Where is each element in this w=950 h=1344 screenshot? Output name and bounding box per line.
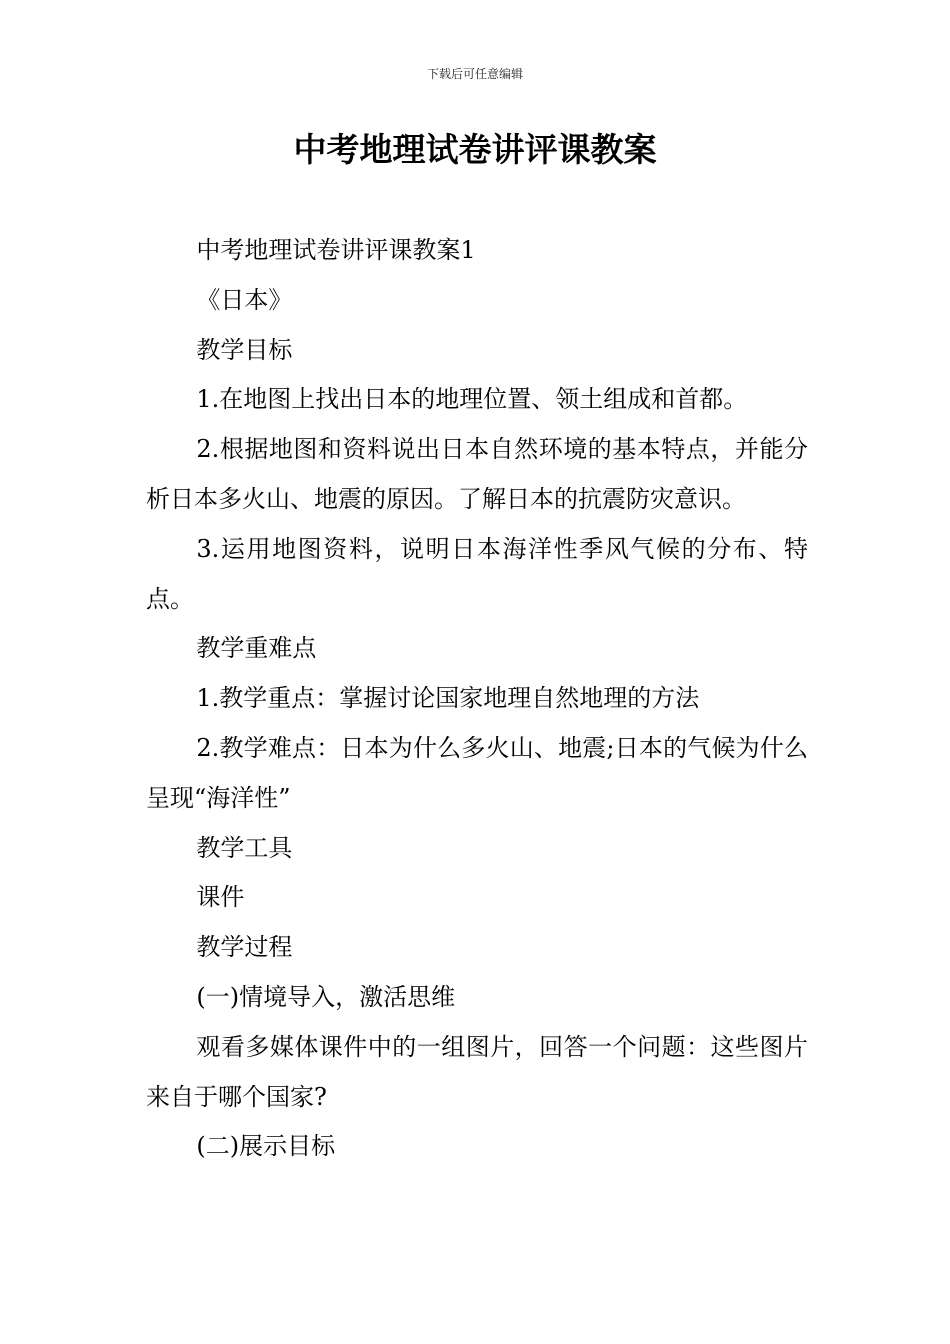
paragraph-key-points-heading: 教学重难点 <box>196 634 317 663</box>
paragraph-objective-1: 1.在地图上找出日本的地理位置、领土组成和首都。 <box>196 385 748 414</box>
paragraph-difficult-point: 2.教学难点：日本为什么多火山、地震;日本的气候为什么呈现“海洋性” <box>146 733 808 812</box>
paragraph-step-1-heading: (一)情境导入，激活思维 <box>196 982 456 1011</box>
paragraph-key-point: 1.教学重点：掌握讨论国家地理自然地理的方法 <box>196 684 700 713</box>
paragraph-lesson-topic: 《日本》 <box>196 285 293 314</box>
paragraph-objective-3: 3.运用地图资料，说明日本海洋性季风气候的分布、特点。 <box>146 534 808 613</box>
document-title: 中考地理试卷讲评课教案 <box>293 130 657 169</box>
paragraph-step-2-heading: (二)展示目标 <box>196 1132 336 1161</box>
paragraph-lesson-heading: 中考地理试卷讲评课教案1 <box>196 236 476 264</box>
paragraph-tools: 课件 <box>196 883 245 912</box>
page-header-note: 下载后可任意编辑 <box>426 67 523 81</box>
paragraph-process-heading: 教学过程 <box>196 933 293 962</box>
document-body <box>146 226 808 1172</box>
paragraph-objective-2: 2.根据地图和资料说出日本自然环境的基本特点，并能分析日本多火山、地震的原因。了解日本的抗震防灾意识。 <box>146 435 808 513</box>
paragraph-step-1-body: 观看多媒体课件中的一组图片，回答一个问题：这些图片来自于哪个国家? <box>146 1032 808 1111</box>
paragraph-objectives-heading: 教学目标 <box>196 335 293 364</box>
paragraph-tools-heading: 教学工具 <box>196 833 293 862</box>
